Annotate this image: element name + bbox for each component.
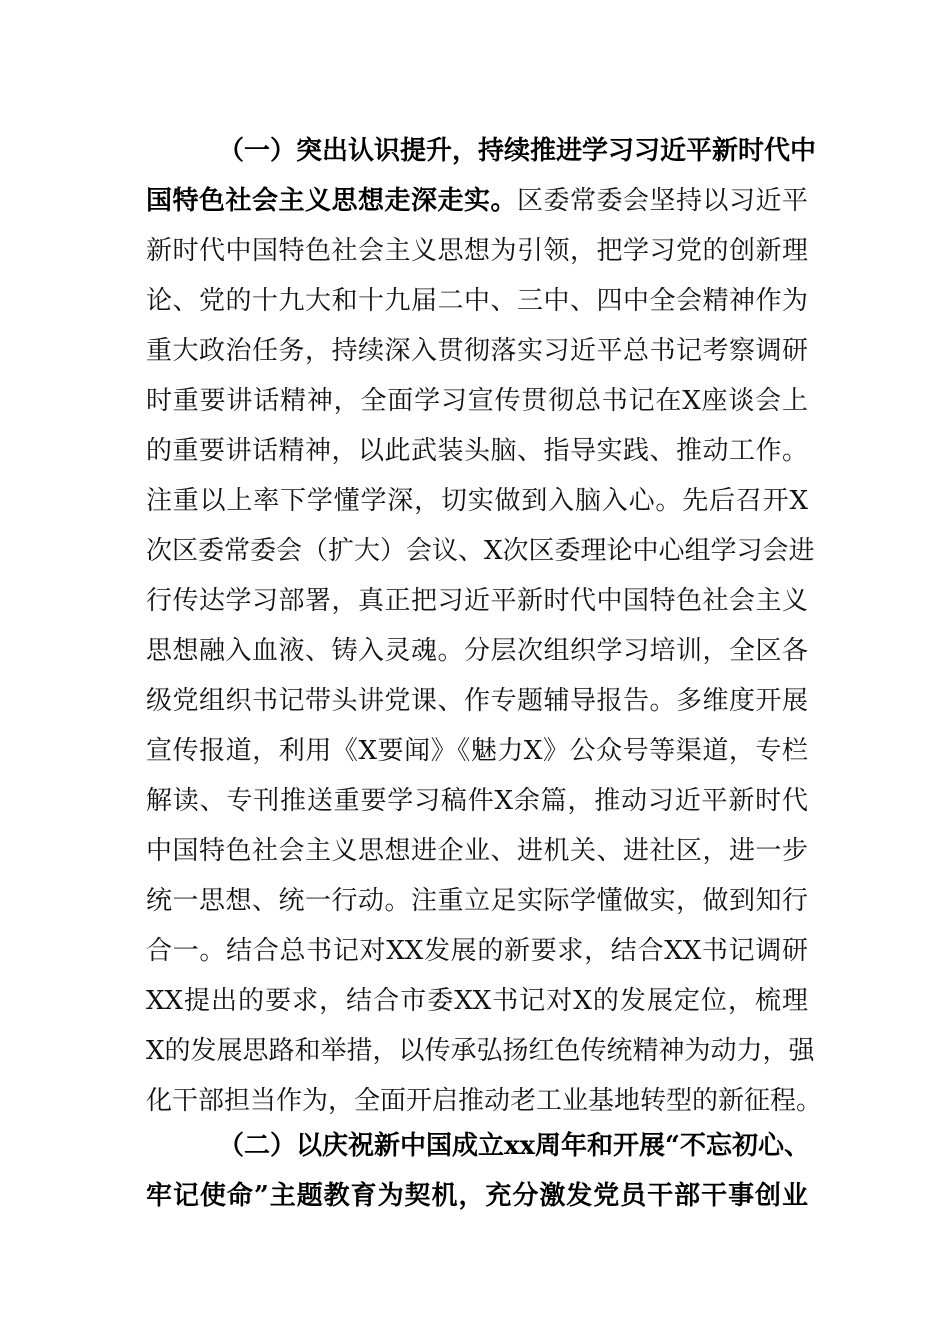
body-line: 思想融入血液、铸入灵魂。分层次组织学习培训，全区各	[146, 636, 808, 666]
body-line: 统一思想、统一行动。注重立足实际学懂做实，做到知行	[146, 886, 808, 916]
body-line: 解读、专刊推送重要学习稿件X余篇，推动习近平新时代	[146, 786, 808, 816]
body-line: 次区委常委会（扩大）会议、X次区委理论中心组学习会进	[146, 536, 815, 566]
body-line: 注重以上率下学懂学深，切实做到入脑入心。先后召开X	[146, 486, 808, 516]
body-line: 级党组织书记带头讲党课、作专题辅导报告。多维度开展	[146, 686, 808, 716]
body-line: 行传达学习部署，真正把习近平新时代中国特色社会主义	[146, 586, 808, 616]
body-line: XX提出的要求，结合市委XX书记对X的发展定位，梳理	[146, 986, 808, 1016]
body-line: 论、党的十九大和十九届二中、三中、四中全会精神作为	[146, 286, 808, 316]
body-line: 的重要讲话精神，以此武装头脑、指导实践、推动工作。	[146, 436, 808, 466]
body-line: 时重要讲话精神，全面学习宣传贯彻总书记在X座谈会上	[146, 386, 808, 416]
section-1-heading-line-2: 国特色社会主义思想走深走实。	[146, 186, 517, 216]
section-1-line-2	[146, 176, 808, 226]
section-2-heading-line-2: 牢记使命”主题教育为契机，充分激发党员干部干事创业	[146, 1181, 808, 1211]
body-line: 重大政治任务，持续深入贯彻落实习近平总书记考察调研	[146, 336, 808, 366]
section-1-heading-line-1: （一）突出认识提升，持续推进学习习近平新时代中	[218, 136, 817, 166]
body-line: 化干部担当作为，全面开启推动老工业基地转型的新征程。	[146, 1086, 823, 1116]
body-line: 中国特色社会主义思想进企业、进机关、进社区，进一步	[146, 836, 808, 866]
body-line: 宣传报道，利用《X要闻》《魅力X》公众号等渠道，专栏	[146, 736, 808, 766]
body-line: 新时代中国特色社会主义思想为引领，把学习党的创新理	[146, 236, 808, 266]
body-line: 合一。结合总书记对XX发展的新要求，结合XX书记调研	[146, 936, 808, 966]
section-1-line-2-text: 区委常委会坚持以习近平	[516, 186, 808, 216]
section-2-heading-line-1: （二）以庆祝新中国成立xx周年和开展“不忘初心、	[218, 1131, 810, 1161]
body-line: X的发展思路和举措，以传承弘扬红色传统精神为动力，强	[146, 1036, 815, 1066]
